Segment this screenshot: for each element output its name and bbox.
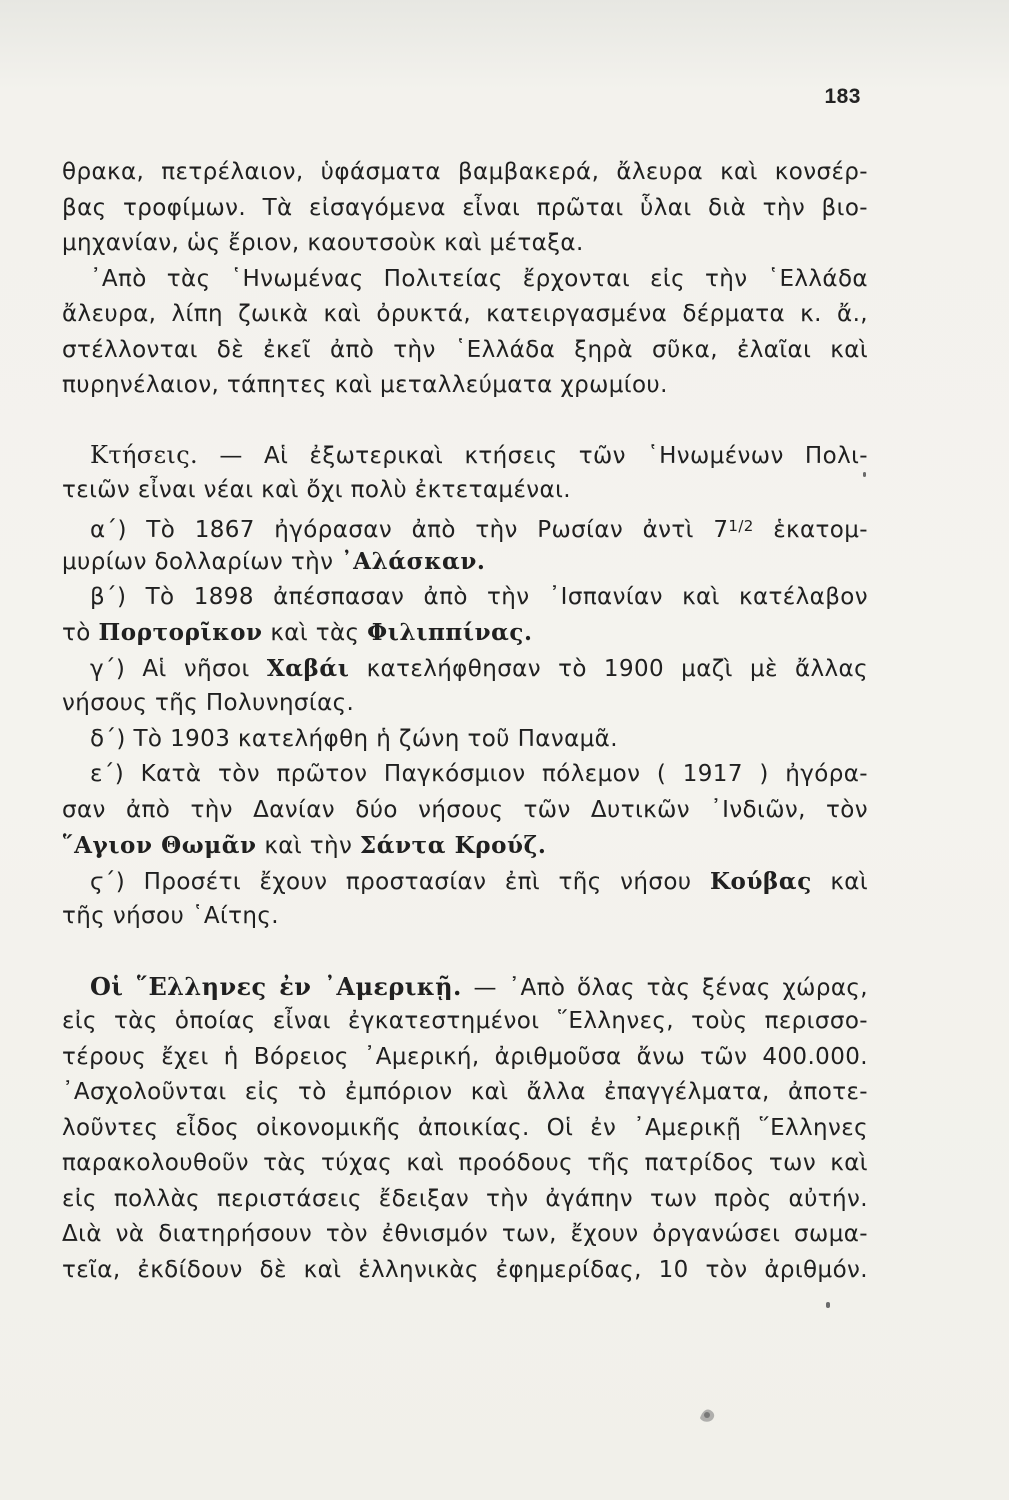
place-name: Χαβάι <box>266 654 350 682</box>
place-name: Σάντα Κρούζ. <box>359 832 547 859</box>
ink-speck <box>826 1302 830 1308</box>
text-line: Διὰ νὰ διατηρήσουν τὸν ἐθνισμόν των, ἔχουν ὀργανώσει σωμα- <box>62 1221 868 1247</box>
text-line: εἰς τὰς ὁποίας εἶναι ἐγκατεστημένοι ῞Ελληνες, τοὺς περισσο- <box>62 1008 868 1034</box>
place-name: ῞Αγιον Θωμᾶν <box>62 832 257 859</box>
text-fragment: ἑκατομ- <box>773 516 868 543</box>
item-e-line-3 <box>62 828 868 864</box>
text-line: τειῶν εἶναι νέαι καὶ ὄχι πολὺ ἐκτεταμέναι. <box>62 477 571 503</box>
text-line: παρακολουθοῦν τὰς τύχας καὶ προόδους τῆς πατρίδος των καὶ <box>62 1150 868 1176</box>
text-line: βας τροφίμων. Τὰ εἰσαγόμενα εἶναι πρῶται ὗλαι διὰ τὴν βιο- <box>62 194 868 221</box>
item-b-line-2 <box>62 615 868 651</box>
text-fragment: κατελήφθησαν τὸ 1900 μαζὶ μὲ ἄλλας <box>366 655 868 682</box>
ink-speck <box>863 472 866 477</box>
paragraph-gap <box>62 935 868 969</box>
place-name: Πορτορῖκον <box>98 619 263 646</box>
ink-blot <box>696 1404 718 1424</box>
text-line: ᾿Ασχολοῦνται εἰς τὸ ἐμπόριον καὶ ἄλλα ἐπαγγέλματα, ἀποτε- <box>62 1079 868 1105</box>
text-line: μηχανίαν, ὡς ἔριον, καουτσοὺκ καὶ μέταξα. <box>62 230 584 256</box>
item-a-line-2 <box>62 544 868 580</box>
text-line: τεῖα, ἐκδίδουν δὲ καὶ ἑλληνικὰς ἐφημερίδας, 10 τὸν ἀριθμόν. <box>62 1256 868 1283</box>
text-line: ἄλευρα, λίπη ζωικὰ καὶ ὀρυκτά, κατειργασμένα δέρματα κ. ἄ., <box>62 301 868 327</box>
text-fragment: καὶ τὴν <box>264 833 353 859</box>
text-line: λοῦντες εἶδος οἰκονομικῆς ἀποικίας. Οἱ ἐν ᾿Αμερικῇ ῞Ελληνες <box>62 1114 868 1141</box>
text-line: σαν ἀπὸ τὴν Δανίαν δύο νήσους τῶν Δυτικῶν ᾿Ινδιῶν, τὸν <box>62 796 868 823</box>
text-line: τῆς νήσου ῾Αίτης. <box>62 903 279 929</box>
text-fragment: καὶ τὰς <box>270 620 360 646</box>
fraction: 1/2 <box>728 516 754 535</box>
text-fragment: γ΄) Αἱ νῆσοι <box>90 655 250 682</box>
text-line: θρακα, πετρέλαιον, ὑφάσματα βαμβακερά, ἄλευρα καὶ κονσέρ- <box>62 159 868 185</box>
item-c-line <box>62 651 868 687</box>
text-line: ε΄) Κατὰ τὸν πρῶτον Παγκόσμιον πόλεμον ( 1917 ) ἠγόρα- <box>90 761 868 787</box>
text-line: στέλλονται δὲ ἐκεῖ ἀπὸ τὴν ῾Ελλάδα ξηρὰ σῦκα, ἐλαῖαι καὶ <box>62 336 868 363</box>
place-name: Φιλιππίνας. <box>367 619 533 646</box>
text-fragment: — ᾿Απὸ ὅλας τὰς ξένας χώρας, <box>473 974 869 1001</box>
text-fragment: ϛ΄) Προσέτι ἔχουν προστασίαν ἐπὶ τῆς νήσου <box>90 868 692 895</box>
text-fragment: — Αἱ ἐξωτερικαὶ κτήσεις τῶν ῾Ηνωμένων Πολι- <box>219 442 868 469</box>
section-possessions-first-line <box>62 438 868 474</box>
text-line: νήσους τῆς Πολυνησίας. <box>62 690 355 716</box>
body-text <box>62 155 868 1288</box>
paragraph-gap <box>62 404 868 438</box>
text-line: τέρους ἔχει ἡ Βόρειος ᾿Αμερική, ἀριθμοῦσα ἄνω τῶν 400.000. <box>62 1043 868 1070</box>
item-a-line <box>62 509 868 545</box>
text-line: εἰς πολλὰς περιστάσεις ἔδειξαν τὴν ἀγάπην των πρὸς αὐτήν. <box>62 1185 868 1212</box>
page-number: 183 <box>824 85 861 108</box>
section-greeks-first-line <box>62 969 868 1005</box>
text-line: δ΄) Τὸ 1903 κατελήφθη ἡ ζώνη τοῦ Παναμᾶ. <box>90 725 618 752</box>
section-heading-possessions: Κτήσεις. <box>90 440 199 469</box>
item-f-line <box>62 864 868 900</box>
text-fragment: καὶ <box>830 868 869 895</box>
text-line: πυρηνέλαιον, τάπητες καὶ μεταλλεύματα χρωμίου. <box>62 372 668 398</box>
text-fragment: τὸ <box>62 620 91 646</box>
place-name: ᾿Αλάσκαν. <box>341 548 486 575</box>
section-heading-greeks: Οἱ ῞Ελληνες ἐν ᾿Αμερικῇ. <box>90 971 462 1001</box>
text-line: ᾿Απὸ τὰς ῾Ηνωμένας Πολιτείας ἔρχονται εἰς τὴν ῾Ελλάδα <box>90 265 868 292</box>
text-fragment: μυρίων δολλαρίων τὴν <box>62 549 334 575</box>
text-line: β΄) Τὸ 1898 ἀπέσπασαν ἀπὸ τὴν ᾿Ισπανίαν καὶ κατέλαβον <box>90 583 868 610</box>
place-name: Κούβας <box>709 867 812 895</box>
text-fragment: α΄) Τὸ 1867 ἠγόρασαν ἀπὸ τὴν Ρωσίαν ἀντὶ 7 <box>90 516 729 543</box>
